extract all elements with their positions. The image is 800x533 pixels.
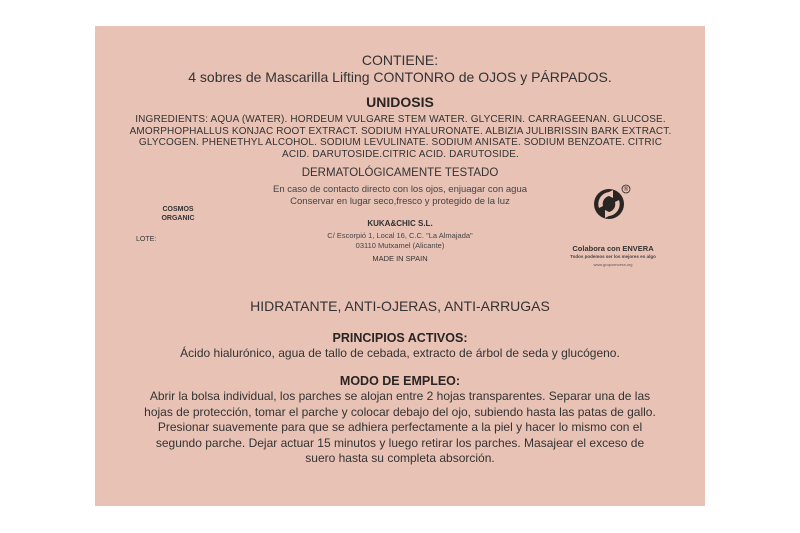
green-dot-recycle-icon bbox=[592, 183, 632, 223]
lote-label: LOTE: bbox=[136, 236, 157, 243]
warnings bbox=[235, 184, 565, 208]
modo-text bbox=[120, 389, 680, 467]
ingredients-line: ACID. DARUTOSIDE.CITRIC ACID. DARUTOSIDE. bbox=[282, 148, 519, 160]
ingredients-line: AMORPHOPHALLUS KONJAC ROOT EXTRACT. SODIUM HYALURONATE. ALBIZIA JULIBRISSIN BARK EXTRACT. bbox=[129, 125, 672, 137]
modo-heading: MODO DE EMPLEO: bbox=[339, 374, 461, 388]
contains-label: CONTIENE: bbox=[361, 52, 439, 68]
registered-mark: ® bbox=[623, 187, 629, 194]
modo-line: Abrir la bolsa individual, los parches se alojan entre 2 hojas transparentes. Separar una de las bbox=[149, 389, 651, 403]
ingredients-line: GLYCOGEN. PHENETHYL ALCOHOL. SODIUM LEVULINATE. SODIUM ANISATE. SODIUM BENZOATE. CITRIC bbox=[138, 137, 663, 148]
modo-line: Presionar suavemente para que se adhiera perfectamente a la piel y hacer lo mismo con el bbox=[157, 420, 643, 434]
envera-title: Colabora con ENVERA bbox=[572, 244, 654, 253]
dermatological-tested: DERMATOLÓGICAMENTE TESTADO bbox=[301, 167, 499, 179]
ingredients-line: INGREDIENTS: AQUA (WATER). HORDEUM VULGARE STEM WATER. GLYCERIN. CARRAGEENAN. GLUCOSE. bbox=[135, 114, 666, 125]
modo-line: hojas de protección, tomar el parche y colocar debajo del ojo, subiendo hasta las patas de gallo. bbox=[144, 404, 656, 419]
modo-line: segundo parche. Dejar actuar 15 minutos y luego retirar los parches. Masajear el exceso de bbox=[155, 435, 645, 450]
made-in-spain: MADE IN SPAIN bbox=[372, 254, 428, 263]
principios-heading: PRINCIPIOS ACTIVOS: bbox=[332, 331, 468, 345]
product-label bbox=[95, 26, 705, 506]
cosmos-line: COSMOS bbox=[162, 206, 194, 213]
warning-contact: En caso de contacto directo con los ojos, enjuagar con agua bbox=[272, 184, 528, 195]
envera-tagline: Todos podemos ser los mejores en algo bbox=[570, 254, 656, 259]
unidosis-heading: UNIDOSIS bbox=[366, 94, 434, 110]
modo-line: suero hasta su completa absorción. bbox=[305, 451, 495, 465]
principios-text: Ácido hialurónico, agua de tallo de cebada, extracto de árbol de seda y glucógeno. bbox=[180, 346, 620, 360]
company-name: KUKA&CHIC S.L. bbox=[367, 219, 433, 228]
organic-line: ORGANIC bbox=[161, 215, 195, 222]
envera-url: www.grupoenvera.org bbox=[593, 262, 633, 267]
warning-storage: Conservar en lugar seco,fresco y protegido de la luz bbox=[290, 196, 510, 207]
cosmos-organic-badge bbox=[143, 205, 213, 223]
address-line: 03110 Mutxamel (Alicante) bbox=[355, 241, 445, 250]
ingredients-list bbox=[128, 114, 673, 160]
contains-text: 4 sobres de Mascarilla Lifting CONTONRO de OJOS y PÁRPADOS. bbox=[188, 69, 612, 85]
company-address bbox=[235, 231, 565, 251]
contains-block bbox=[95, 52, 705, 86]
benefits-line: HIDRATANTE, ANTI-OJERAS, ANTI-ARRUGAS bbox=[250, 298, 550, 314]
address-line: C/ Escorpió 1, Local 16, C.C. "La Almajada" bbox=[327, 231, 473, 240]
